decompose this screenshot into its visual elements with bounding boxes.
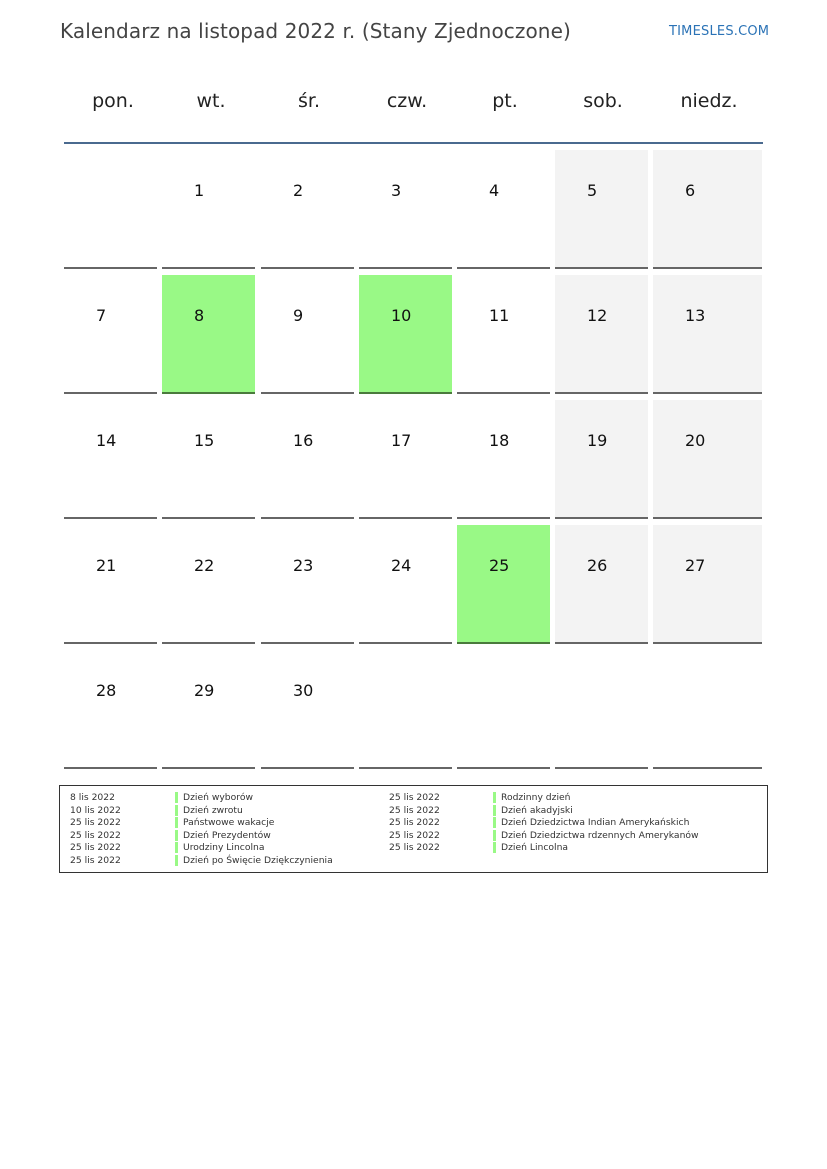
legend-holiday-name: Dzień Lincolna (501, 842, 569, 854)
legend-color-marker (175, 842, 178, 853)
day-cell[interactable] (359, 400, 452, 519)
cell-divider (457, 767, 550, 769)
weekday-fri: pt. (492, 90, 518, 112)
day-cell[interactable] (359, 525, 452, 644)
cell-divider (359, 642, 452, 644)
cell-divider (653, 767, 762, 769)
legend-color-marker (493, 805, 496, 816)
empty-day-cell (64, 150, 157, 269)
cell-divider (653, 392, 762, 394)
day-cell[interactable] (653, 525, 762, 644)
day-number: 30 (293, 681, 314, 700)
weekday-mon: pon. (92, 90, 134, 112)
legend-date: 25 lis 2022 (389, 817, 440, 829)
day-cell[interactable] (555, 400, 648, 519)
cell-divider (555, 392, 648, 394)
day-number: 2 (293, 181, 304, 200)
cell-divider (261, 392, 354, 394)
day-number: 10 (391, 306, 412, 325)
empty-day-cell (457, 650, 550, 769)
cell-divider (653, 517, 762, 519)
cell-divider (457, 517, 550, 519)
legend-holiday-name: Dzień akadyjski (501, 804, 573, 816)
day-number: 11 (489, 306, 510, 325)
day-number: 16 (293, 431, 314, 450)
cell-divider (359, 767, 452, 769)
cell-divider (162, 767, 255, 769)
cell-divider (555, 642, 648, 644)
day-cell[interactable] (457, 150, 550, 269)
day-number: 4 (489, 181, 500, 200)
day-number: 25 (489, 556, 510, 575)
legend-holiday-name: Dzień Prezydentów (183, 829, 271, 841)
legend-date: 25 lis 2022 (70, 817, 121, 829)
cell-divider (555, 517, 648, 519)
day-number: 23 (293, 556, 314, 575)
day-cell[interactable] (457, 525, 550, 644)
weekday-sat: sob. (583, 90, 623, 112)
day-cell[interactable] (261, 275, 354, 394)
day-number: 28 (96, 681, 117, 700)
day-cell[interactable] (162, 150, 255, 269)
day-number: 21 (96, 556, 117, 575)
legend-holiday-name: Dzień zwrotu (183, 804, 243, 816)
cell-divider (457, 392, 550, 394)
day-number: 17 (391, 431, 412, 450)
legend-date: 25 lis 2022 (389, 792, 440, 803)
cell-divider (359, 517, 452, 519)
cell-divider (555, 267, 648, 269)
day-cell[interactable] (64, 650, 157, 769)
day-cell[interactable] (261, 400, 354, 519)
day-cell[interactable] (261, 650, 354, 769)
day-number: 27 (685, 556, 706, 575)
cell-divider (359, 267, 452, 269)
cell-divider (64, 767, 157, 769)
day-cell[interactable] (64, 525, 157, 644)
legend-color-marker (493, 830, 496, 841)
day-number: 8 (194, 306, 205, 325)
cell-divider (64, 642, 157, 644)
cell-divider (555, 767, 648, 769)
day-number: 19 (587, 431, 608, 450)
day-cell[interactable] (162, 525, 255, 644)
legend-date: 8 lis 2022 (70, 792, 115, 803)
empty-day-cell (653, 650, 762, 769)
day-number: 1 (194, 181, 205, 200)
legend-holiday-name: Urodziny Lincolna (183, 842, 265, 854)
day-cell[interactable] (555, 275, 648, 394)
day-number: 24 (391, 556, 412, 575)
holiday-legend (59, 785, 768, 873)
weekday-thu: czw. (386, 90, 428, 112)
legend-date: 25 lis 2022 (389, 842, 440, 854)
cell-divider (261, 642, 354, 644)
weekday-wed: śr. (297, 90, 320, 112)
day-cell[interactable] (359, 150, 452, 269)
day-number: 9 (293, 306, 304, 325)
page-title: Kalendarz na listopad 2022 r. (Stany Zjednoczone) (60, 19, 571, 43)
legend-holiday-name: Państwowe wakacje (183, 817, 275, 829)
day-number: 26 (587, 556, 608, 575)
cell-divider (64, 392, 157, 394)
cell-divider (261, 267, 354, 269)
header-divider (64, 142, 763, 144)
legend-holiday-name: Dzień wyborów (183, 792, 253, 803)
day-cell[interactable] (261, 525, 354, 644)
legend-date: 25 lis 2022 (389, 829, 440, 841)
cell-divider (359, 392, 452, 394)
day-number: 15 (194, 431, 215, 450)
day-number: 5 (587, 181, 598, 200)
day-cell[interactable] (64, 275, 157, 394)
day-cell[interactable] (64, 400, 157, 519)
empty-day-cell (555, 650, 648, 769)
empty-day-cell (359, 650, 452, 769)
cell-divider (457, 642, 550, 644)
legend-holiday-name: Dzień Dziedzictwa Indian Amerykańskich (501, 817, 690, 829)
legend-holiday-name: Dzień Dziedzictwa rdzennych Amerykanów (501, 829, 699, 841)
legend-date: 25 lis 2022 (70, 854, 121, 866)
legend-color-marker (493, 842, 496, 853)
day-cell[interactable] (653, 400, 762, 519)
day-cell[interactable] (457, 400, 550, 519)
legend-date: 25 lis 2022 (389, 804, 440, 816)
day-cell[interactable] (653, 150, 762, 269)
day-number: 29 (194, 681, 215, 700)
day-cell[interactable] (555, 150, 648, 269)
cell-divider (64, 267, 157, 269)
day-number: 14 (96, 431, 117, 450)
weekday-header (64, 90, 763, 120)
day-number: 6 (685, 181, 696, 200)
cell-divider (162, 267, 255, 269)
cell-divider (162, 642, 255, 644)
brand-link[interactable]: TIMESLES.COM (669, 24, 770, 39)
day-cell[interactable] (555, 525, 648, 644)
cell-divider (653, 642, 762, 644)
legend-date: 25 lis 2022 (70, 829, 121, 841)
legend-holiday-name: Rodzinny dzień (501, 792, 571, 803)
cell-divider (64, 517, 157, 519)
day-cell[interactable] (457, 275, 550, 394)
legend-color-marker (175, 805, 178, 816)
day-cell[interactable] (162, 650, 255, 769)
legend-date: 10 lis 2022 (70, 804, 121, 816)
cell-divider (261, 767, 354, 769)
day-cell[interactable] (359, 275, 452, 394)
day-number: 13 (685, 306, 706, 325)
cell-divider (162, 517, 255, 519)
day-number: 18 (489, 431, 510, 450)
legend-color-marker (175, 817, 178, 828)
weekday-sun: niedz. (680, 90, 738, 112)
cell-divider (261, 517, 354, 519)
day-number: 3 (391, 181, 402, 200)
day-cell[interactable] (162, 275, 255, 394)
day-cell[interactable] (162, 400, 255, 519)
day-number: 22 (194, 556, 215, 575)
legend-color-marker (175, 830, 178, 841)
legend-date: 25 lis 2022 (70, 842, 121, 854)
day-number: 7 (96, 306, 107, 325)
cell-divider (653, 267, 762, 269)
day-cell[interactable] (653, 275, 762, 394)
legend-color-marker (175, 855, 178, 866)
day-cell[interactable] (261, 150, 354, 269)
cell-divider (457, 267, 550, 269)
cell-divider (162, 392, 255, 394)
day-number: 20 (685, 431, 706, 450)
legend-color-marker (175, 792, 178, 803)
legend-holiday-name: Dzień po Święcie Dziękczynienia (183, 854, 333, 866)
weekday-tue: wt. (196, 90, 226, 112)
legend-color-marker (493, 792, 496, 803)
day-number: 12 (587, 306, 608, 325)
legend-color-marker (493, 817, 496, 828)
